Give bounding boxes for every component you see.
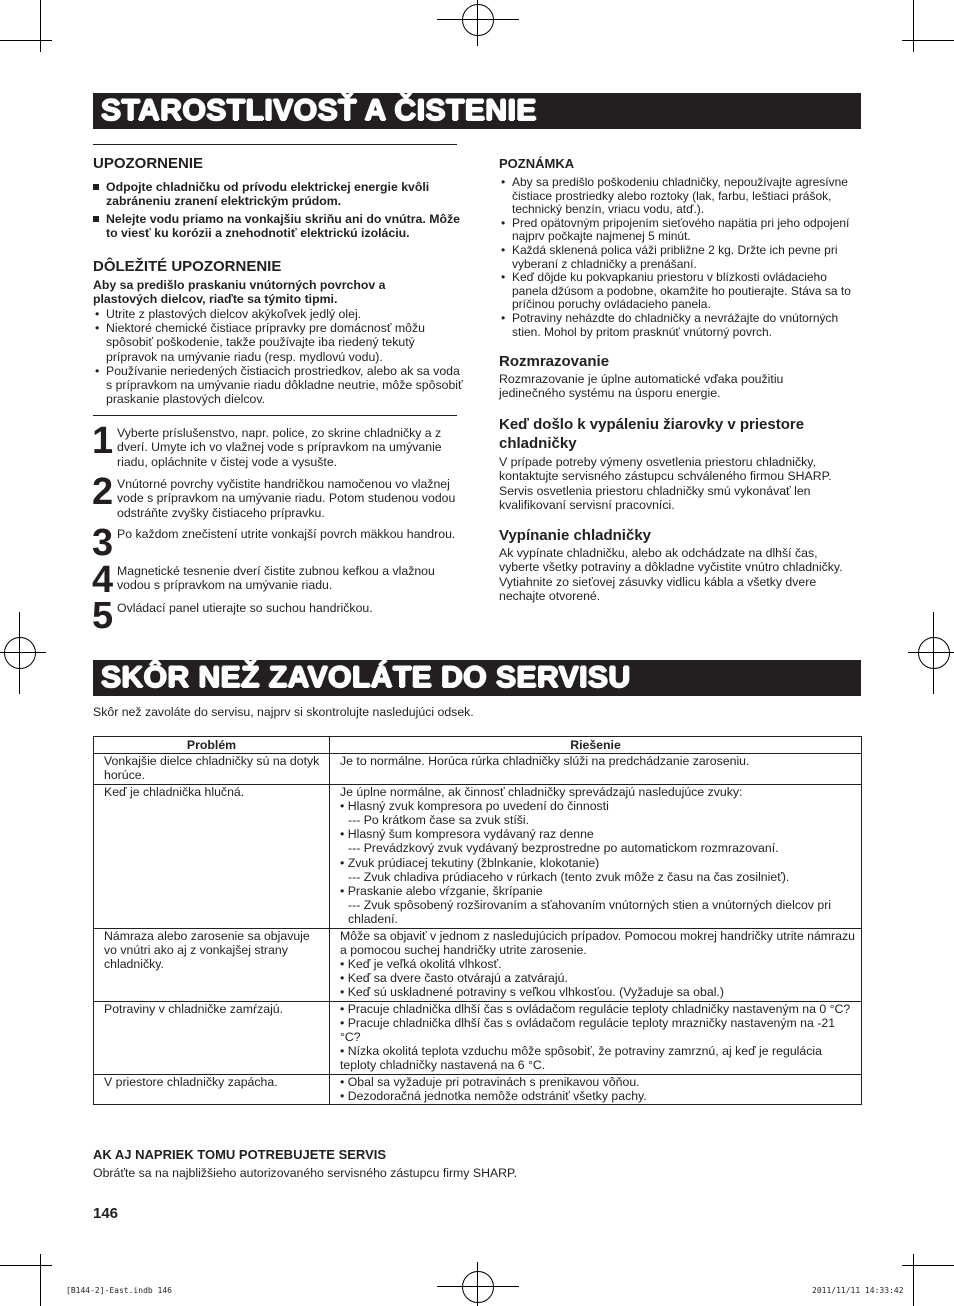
list-item: • Každá sklenená polica váži približne 2 kg. Držte ich pevne pri vyberaní z chladničky a prenášaní.	[499, 244, 865, 271]
table-row	[94, 754, 862, 784]
bulb-text: V prípade potreby výmeny osvetlenia priestoru chladničky, kontaktujte servisného zástupcu schváleného firmou SHARP. Servis osvetlenia priestoru chladničky smú vykonávať len kvalifikovaní servisní pracovníci.	[499, 455, 832, 512]
crop-mark	[0, 40, 52, 41]
table-row	[94, 1001, 862, 1074]
important-intro: Aby sa predišlo praskaniu vnútorných povrchov a plastových dielcov, riaďte sa týmito tipmi.	[93, 278, 386, 307]
note-list	[499, 176, 865, 339]
page-number: 146	[93, 1205, 119, 1222]
problem-cell: Vonkajšie dielce chladničky sú na dotyk horúce.	[94, 754, 330, 784]
solution-cell: Môže sa objaviť v jednom z nasledujúcich prípadov. Pomocou mokrej handričky utrite námrazu a pomocou suchej handričky utrite zarosenie. • Keď je veľká okolitá vlhkosť. • Keď sa dvere často otvárajú a zatvárajú. • Keď sú uskladnené potraviny s veľkou vlhkosťou. (Vyžaduje sa obal.)	[330, 928, 862, 1001]
note-heading: POZNÁMKA	[499, 156, 575, 171]
list-item: • Keď dôjde ku pokvapkaniu priestoru v blízkosti ovládacieho panela džúsom a podobne, okamžite ho poutierajte. Stáva sa to príčinou poruchy ovládacieho panela.	[499, 271, 865, 312]
service-intro: Skôr než zavoláte do servisu, najprv si skontrolujte nasledujúci odsek.	[93, 705, 474, 719]
crop-mark	[902, 1265, 954, 1266]
section-title-care: STAROSTLIVOSŤ A ČISTENIE	[93, 93, 861, 129]
solution-cell: Je to normálne. Horúca rúrka chladničky slúži na predchádzanie zaroseniu.	[330, 754, 862, 784]
step-number: 1	[92, 420, 114, 462]
list-item: • Potraviny neházdte do chladničky a nevrážajte do vnútorných stien. Mohol by pritom prasknúť vnútorný povrch.	[499, 312, 865, 339]
problem-cell: Keď je chladnička hlučná.	[94, 784, 330, 928]
crop-mark	[913, 1254, 914, 1306]
list-item: Odpojte chladničku od prívodu elektrickej energie kvôli zabráneniu zranení elektrickým prúdom.	[93, 180, 463, 209]
switchoff-heading: Vypínanie chladničky	[499, 527, 651, 544]
table-row	[94, 784, 862, 928]
troubleshooting-table	[93, 736, 862, 1105]
footer-file-info: [B144-2]-East.indb 146	[66, 1286, 172, 1295]
section-title-service: SKÔR NEŽ ZAVOLÁTE DO SERVISU	[93, 660, 861, 696]
step-number: 3	[92, 522, 114, 564]
solution-cell: • Pracuje chladnička dlhší čas s ovládačom regulácie teploty chladničky nastaveným na 0 °C? • Pracuje chladnička dlhší čas s ovládačom regulácie teploty mrazničky nastaveným na -21 °C? • Nízka okolitá teplota vzduchu môže spôsobiť, že potraviny zamrznú, aj keď je regulácia teploty chladničky nastavená na 6 °C.	[330, 1001, 862, 1074]
crop-mark	[902, 40, 954, 41]
divider	[93, 415, 457, 416]
list-item: • Niektoré chemické čistiace prípravky pre domácnosť môžu spôsobiť poškodenie, takže používajte iba riedený tekutý prípravok na umývanie riadu (resp. mydlovú vodu).	[93, 321, 463, 364]
step-text: Vnútorné povrchy vyčistite handričkou namočenou vo vlažnej vode s prípravkom na umývanie riadu. Potom studenou vodou odstráňte zvyšky čistiaceho prípravku.	[117, 477, 456, 520]
bulb-heading: Keď došlo k vypáleniu žiarovky v priestore chladničky	[499, 416, 805, 452]
column-header-problem: Problém	[94, 737, 330, 754]
switchoff-text: Ak vypínate chladničku, alebo ak odchádzate na dlhší čas, vyberte všetky potraviny a dôkladne vyčistite vnútro chladničky. Vytiahnite zo sieťovej zásuvky vidlicu kábla a všetky dvere nechajte otvorené.	[499, 546, 843, 603]
defrost-text: Rozmrazovanie je úplne automatické vďaka použitiu jedinečného systému na úsporu energie.	[499, 372, 784, 401]
step-text: Po každom znečistení utrite vonkajší povrch mäkkou handrou.	[117, 527, 456, 541]
list-item: • Utrite z plastových dielcov akýkoľvek jedlý olej.	[93, 307, 463, 321]
caution-list	[93, 180, 463, 243]
service-heading: AK AJ NAPRIEK TOMU POTREBUJETE SERVIS	[93, 1147, 387, 1162]
table-row	[94, 928, 862, 1001]
list-item: • Používanie neriedených čistiacich prostriedkov, alebo ak sa voda s prípravkom na umývanie riadu dôkladne neutrie, môže spôsobiť praskanie plastových dielcov.	[93, 364, 463, 407]
caution-heading: UPOZORNENIE	[93, 155, 204, 172]
solution-cell: • Obal sa vyžaduje pri potravinách s prenikavou vôňou. • Dezodoračná jednotka nemôže odstrániť všetky pachy.	[330, 1074, 862, 1104]
service-text: Obráťte sa na najbližšieho autorizovaného servisného zástupcu firmy SHARP.	[93, 1166, 518, 1180]
important-heading: DÔLEŽITÉ UPOZORNENIE	[93, 258, 282, 275]
step-number: 5	[92, 595, 114, 637]
table-row	[94, 1074, 862, 1104]
list-item: Nelejte vodu priamo na vonkajšiu skriňu ani do vnútra. Môže to viesť ku korózii a znehodnotiť elektrickú izoláciu.	[93, 212, 463, 241]
problem-cell: V priestore chladničky zapácha.	[94, 1074, 330, 1104]
list-item: • Aby sa predišlo poškodeniu chladničky, nepoužívajte agresívne čistiace prostriedky alebo roztoky (lak, farbu, leštiaci prášok, technický benzín, vriacu vodu, atď.).	[499, 176, 865, 217]
problem-cell: Námraza alebo zarosenie sa objavuje vo vnútri ako aj z vonkajšej strany chladničky.	[94, 928, 330, 1001]
important-list	[93, 307, 463, 406]
divider	[93, 144, 457, 145]
step-text: Vyberte príslušenstvo, napr. police, zo skrine chladničky a z dverí. Umyte ich vo vlažnej vode s prípravkom na umývanie riadu, opláchnite v čistej vode a vysušte.	[117, 426, 442, 469]
solution-cell: Je úplne normálne, ak činnosť chladničky sprevádzajú nasledujúce zvuky: • Hlasný zvuk kompresora po uvedení do činnosti --- Po krátkom čase sa zvuk stíši. • Hlasný šum kompresora vydávaný raz denne --- Prevádzkový zvuk vydávaný bezprostredne po automatickom rozmrazovaní. • Zvuk prúdiacej tekutiny (žblnkanie, klokotanie) --- Zvuk chladiva prúdiaceho v rúrkach (tento zvuk môže z času na čas zosilnieť). • Praskanie alebo vŕzganie, škrípanie --- Zvuk spôsobený rozširovaním a sťahovaním vnútorných stien a vnútorných dielcov pri chladení.	[330, 784, 862, 928]
crop-mark	[913, 0, 914, 52]
footer-timestamp: 2011/11/11 14:33:42	[812, 1286, 904, 1295]
list-item: • Pred opätovným pripojením sieťového napätia pri jeho odpojení najprv počkajte najmenej 5 minút.	[499, 217, 865, 244]
step-text: Ovládací panel utierajte so suchou handričkou.	[117, 601, 373, 615]
crop-mark	[0, 1265, 52, 1266]
step-number: 2	[92, 471, 114, 513]
column-header-solution: Riešenie	[330, 737, 862, 754]
table-header-row	[94, 737, 862, 754]
step-text: Magnetické tesnenie dverí čistite zubnou kefkou a vlažnou vodou s prípravkom na umývanie riadu.	[117, 564, 435, 593]
defrost-heading: Rozmrazovanie	[499, 353, 610, 370]
crop-mark	[40, 0, 41, 52]
crop-mark	[40, 1254, 41, 1306]
step-number: 4	[92, 559, 114, 601]
problem-cell: Potraviny v chladničke zamŕzajú.	[94, 1001, 330, 1074]
